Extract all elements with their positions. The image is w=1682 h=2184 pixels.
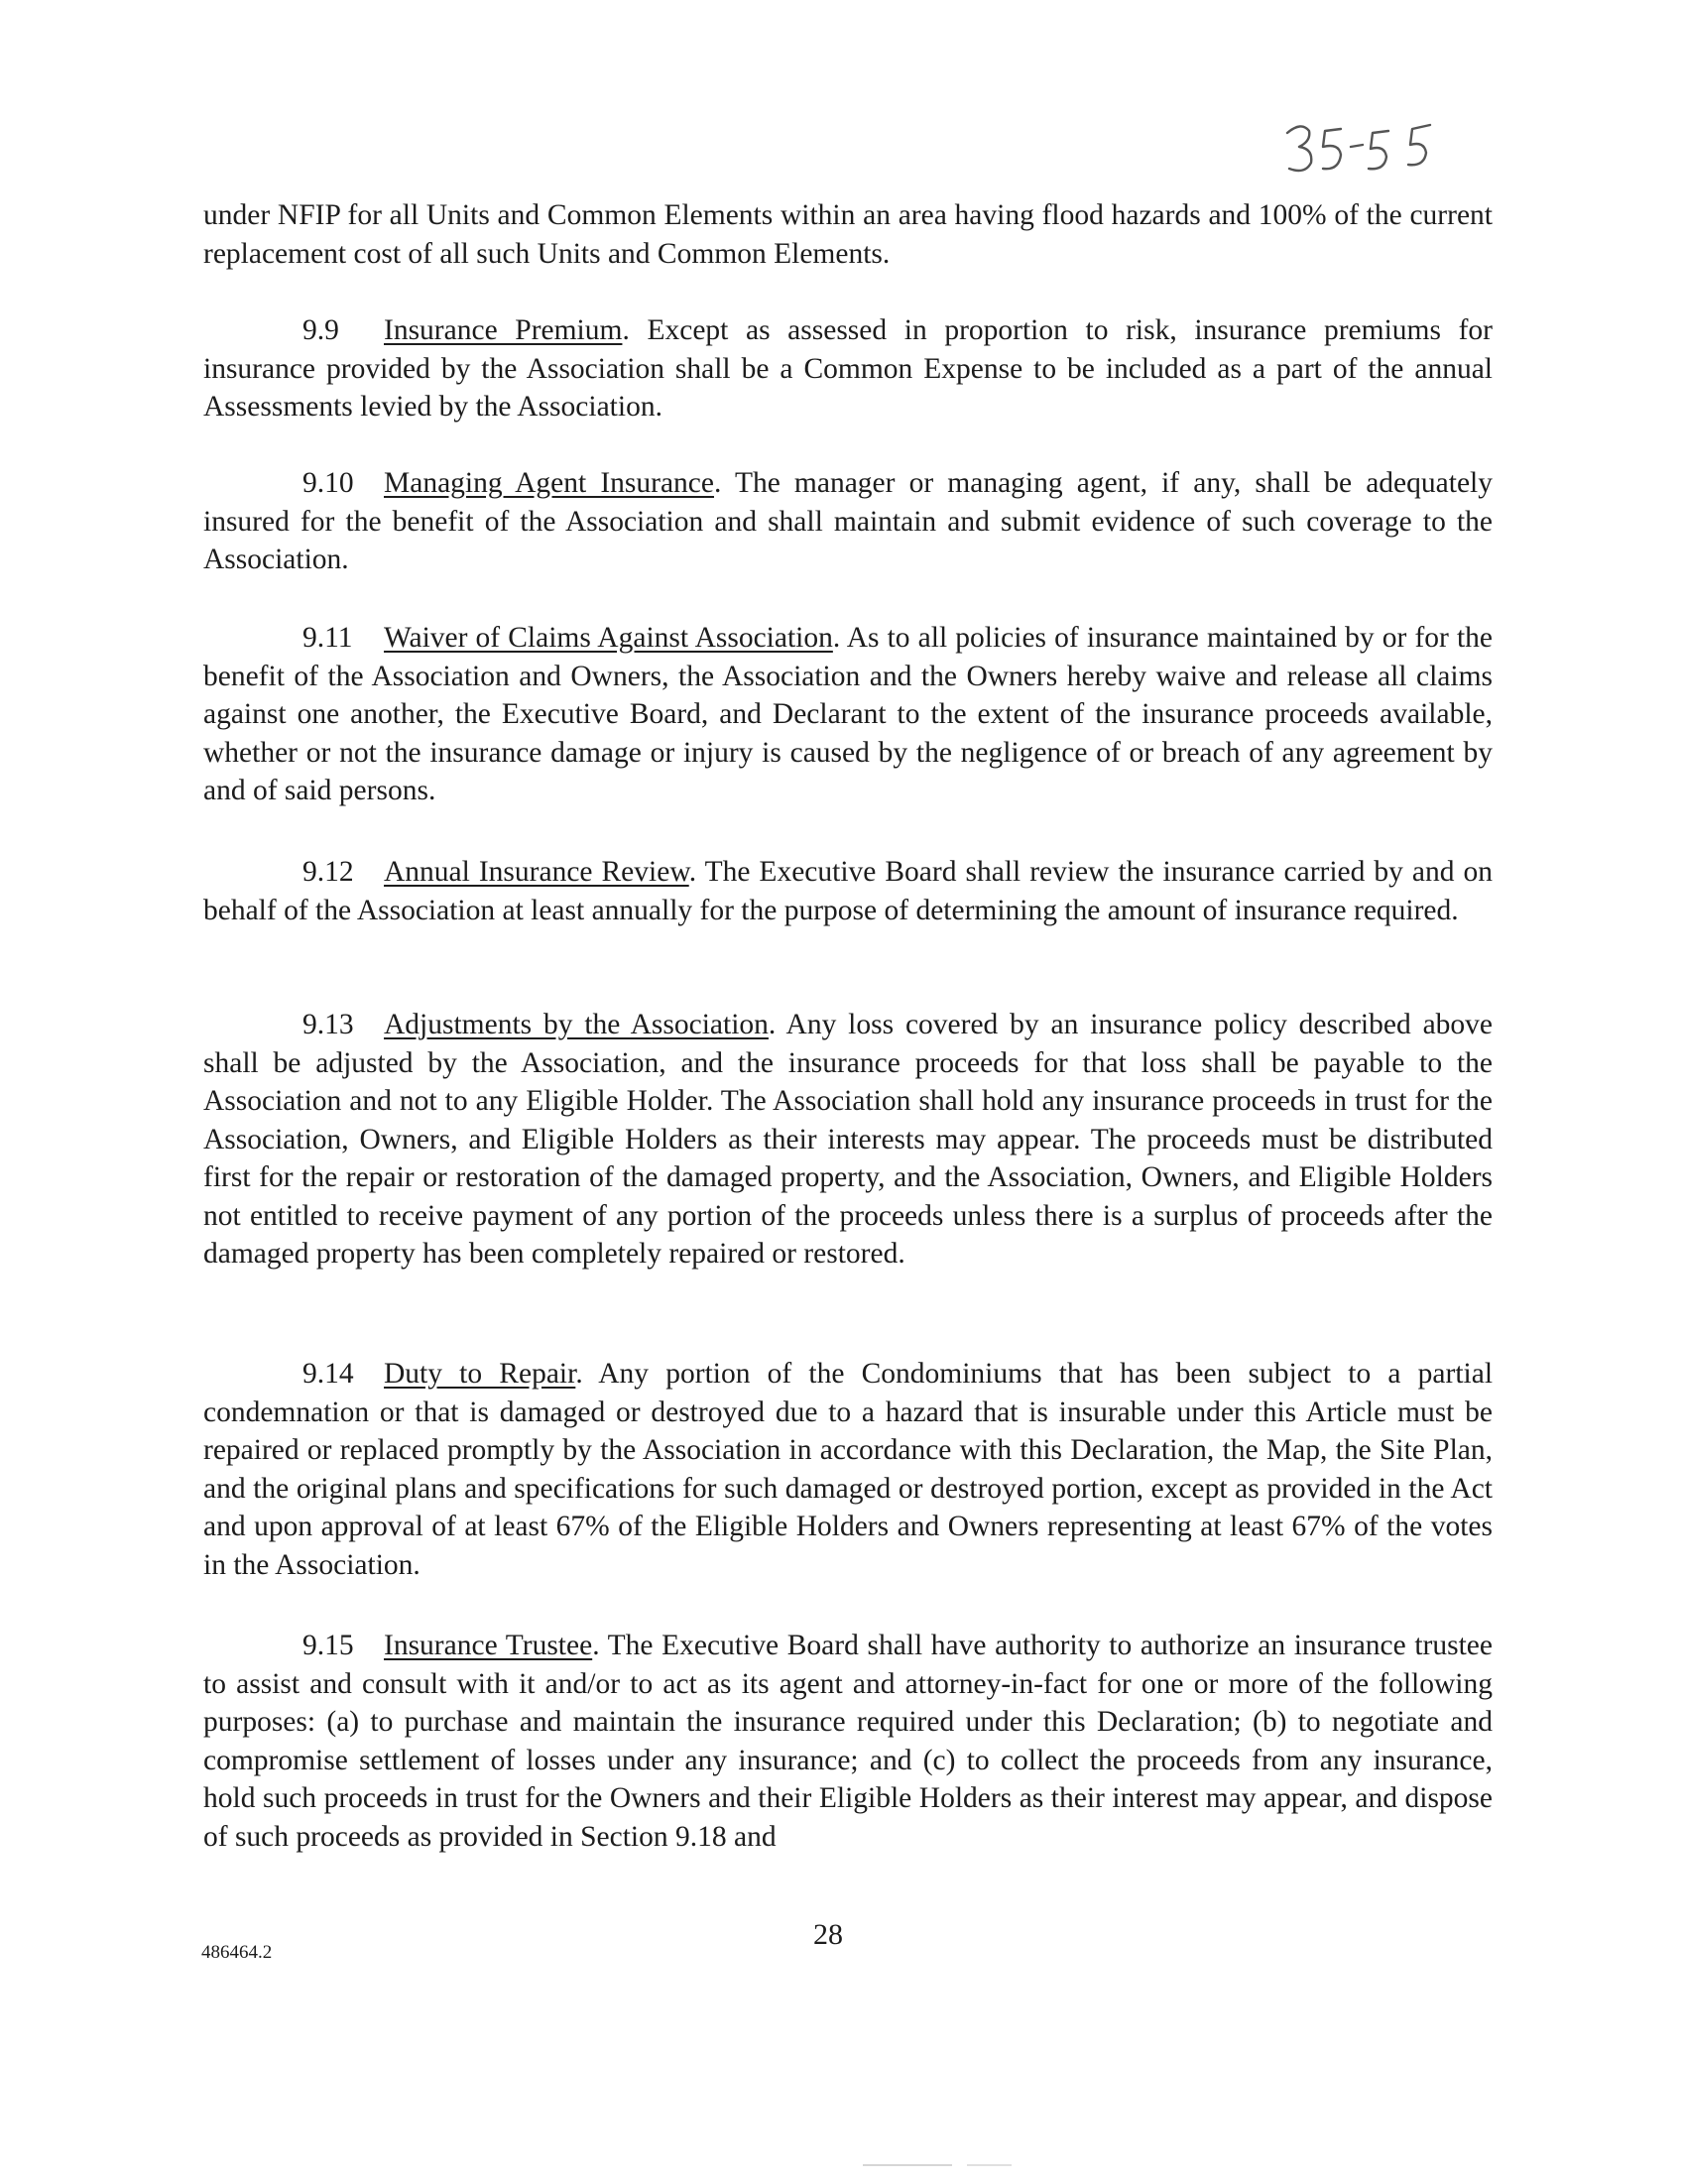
section-9-12: [203, 853, 1493, 929]
section-9-15: [203, 1627, 1493, 1856]
page-number: 28: [813, 1918, 843, 1951]
section-number: 9.13: [302, 1009, 354, 1040]
section-heading: Duty to Repair: [384, 1358, 576, 1390]
section-text: . The manager or managing agent, if any, shall be adequately insured for the benefit of the Association and shall maintain and submit evidence of such coverage to the Association.: [203, 467, 1493, 575]
section-text: . The Executive Board shall have authority to authorize an insurance trustee to assist and consult with it and/or to act as its agent and attorney-in-fact for one or more of the following purposes: (a) to purchase and maintain the insurance required under this Declaration; (b) to negotiate and compromise settlement of losses under any insurance; and (c) to collect the proceeds from any insurance, hold such proceeds in trust for the Owners and their Eligible Holders as their interest may appear, and dispose of such proceeds as provided in Section 9.18 and: [203, 1630, 1493, 1853]
section-9-9: [203, 311, 1493, 426]
paragraph-text: under NFIP for all Units and Common Elements within an area having flood hazards and 100% of the current replacement cost of all such Units and Common Elements.: [203, 199, 1493, 270]
section-number: 9.14: [302, 1358, 354, 1390]
section-number: 9.15: [302, 1630, 354, 1661]
section-text: . Except as assessed in proportion to risk, insurance premiums for insurance provided by the Association shall be a Common Expense to be included as a part of the annual Assessments levied by the Association.: [203, 314, 1493, 423]
section-heading: Insurance Trustee: [384, 1630, 593, 1661]
section-text: . The Executive Board shall review the insurance carried by and on behalf of the Association at least annually for the purpose of determining the amount of insurance required.: [203, 856, 1494, 926]
scan-artifact: [863, 2164, 1012, 2166]
document-id: 486464.2: [201, 1942, 273, 1963]
section-number: 9.12: [302, 856, 354, 888]
section-heading: Insurance Premium: [384, 314, 623, 346]
paragraph-continuation: [203, 196, 1493, 273]
section-text: . As to all policies of insurance maintained by or for the benefit of the Association and Owners, the Association and the Owners hereby waive and release all claims against one another, the Executive Board, and Declarant to the extent of the insurance proceeds available, whether or not the insurance damage or injury is caused by the negligence of or breach of any agreement by and of said persons.: [203, 622, 1493, 806]
section-9-10: [203, 464, 1493, 579]
section-heading: Waiver of Claims Against Association: [384, 622, 833, 654]
section-9-11: [203, 619, 1493, 810]
section-heading: Adjustments by the Association: [384, 1009, 769, 1040]
section-heading: Managing Agent Insurance: [384, 467, 714, 499]
section-number: 9.9: [302, 314, 339, 346]
section-9-14: [203, 1355, 1493, 1584]
section-number: 9.11: [302, 622, 353, 654]
section-text: . Any portion of the Condominiums that has been subject to a partial condemnation or that is damaged or destroyed due to a hazard that is insurable under this Article must be repaired or replaced promptly by the Association in accordance with this Declaration, the Map, the Site Plan, and the original plans and specifications for such damaged or destroyed portion, except as provided in the Act and upon approval of at least 67% of the Eligible Holders and Owners representing at least 67% of the votes in the Association.: [203, 1358, 1494, 1581]
section-heading: Annual Insurance Review: [384, 856, 689, 888]
section-9-13: [203, 1006, 1493, 1274]
section-number: 9.10: [302, 467, 354, 499]
handwritten-note: [1279, 111, 1458, 190]
section-text: . Any loss covered by an insurance policy described above shall be adjusted by the Association, and the insurance proceeds for that loss shall be payable to the Association and not to any Eligible Holder. The Association shall hold any insurance proceeds in trust for the Association, Owners, and Eligible Holders as their interests may appear. The proceeds must be distributed first for the repair or restoration of the damaged property, and the Association, Owners, and Eligible Holders not entitled to receive payment of any portion of the proceeds unless there is a surplus of proceeds after the damaged property has been completely repaired or restored.: [203, 1009, 1494, 1270]
